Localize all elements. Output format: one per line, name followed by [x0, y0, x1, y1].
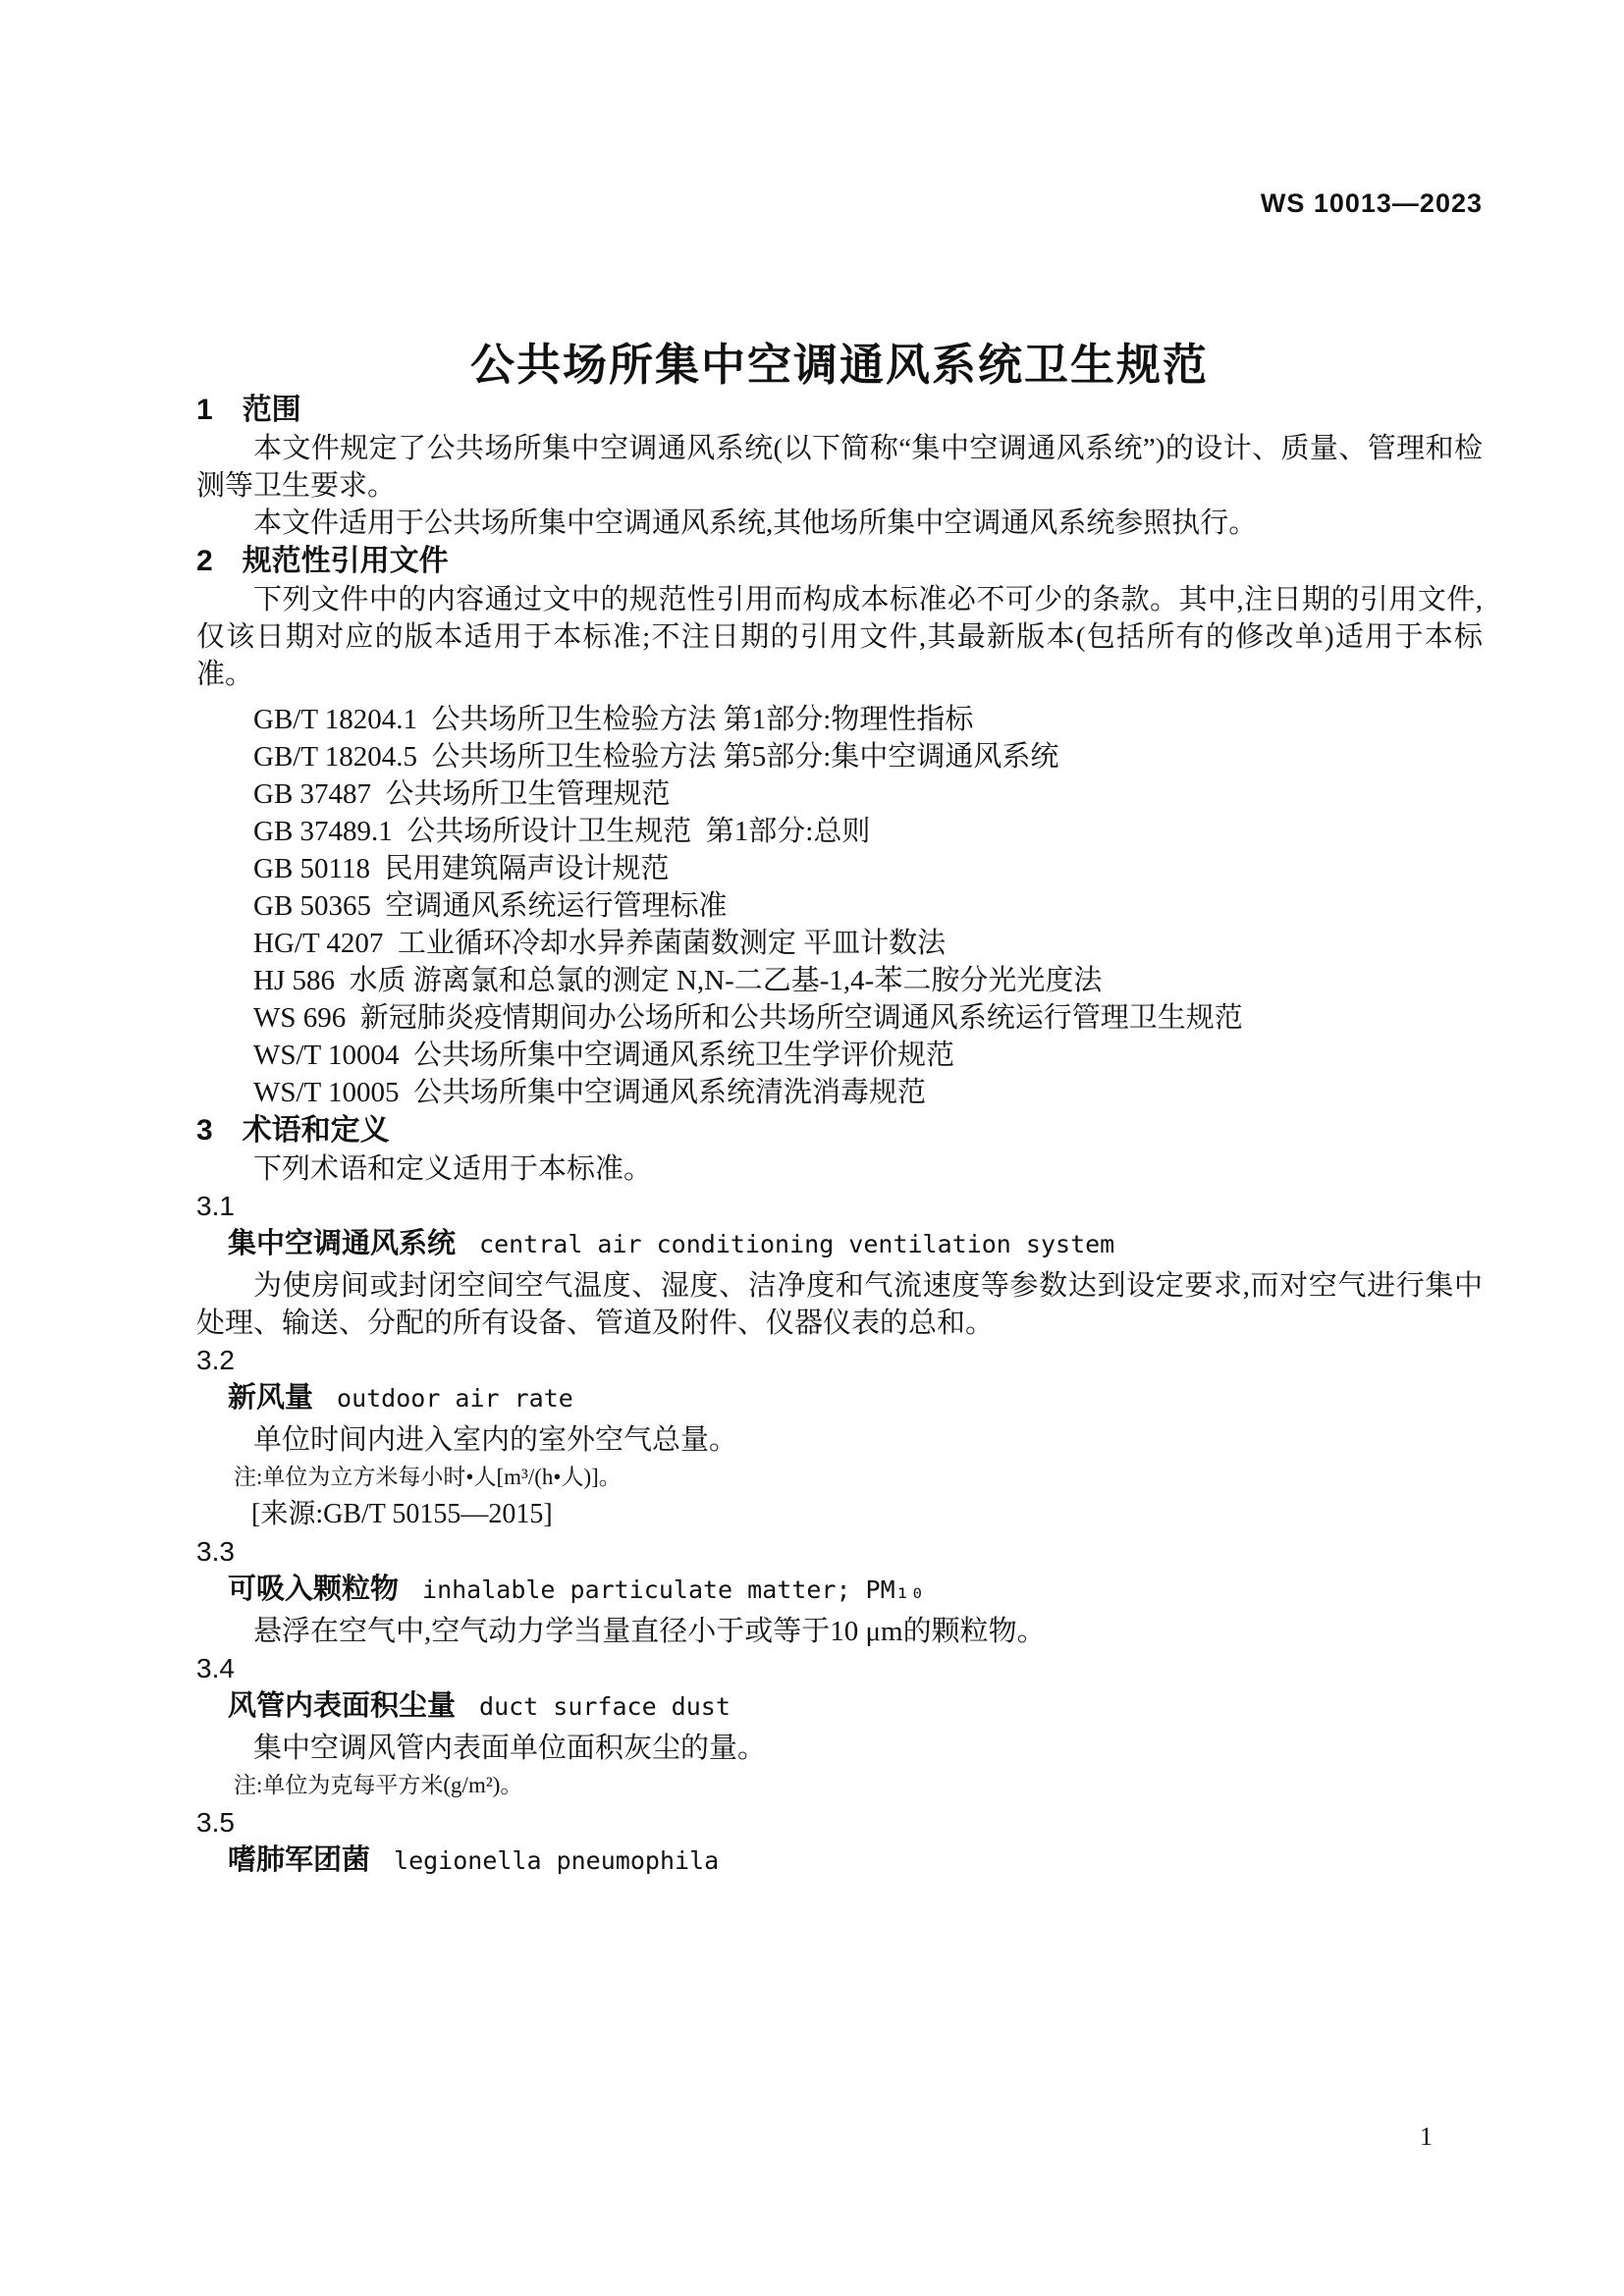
term-name-zh: 嗜肺军团菌 — [228, 1844, 371, 1876]
term-number: 3.1 — [196, 1191, 235, 1221]
section-1-paragraph-2: 本文件适用于公共场所集中空调通风系统,其他场所集中空调通风系统参照执行。 — [253, 507, 1258, 539]
section-1-label: 范围 — [242, 394, 301, 426]
term-3-2 — [196, 1342, 1483, 1533]
term-source: [来源:GB/T 50155—2015] — [251, 1499, 553, 1529]
reference-item: WS/T 10004 公共场所集中空调通风系统卫生学评价规范 — [253, 1040, 954, 1071]
term-title — [196, 1571, 1483, 1613]
term-name-en: legionella pneumophila — [394, 1846, 720, 1875]
term-number: 3.5 — [196, 1807, 235, 1838]
section-3-intro: 下列术语和定义适用于本标准。 — [253, 1153, 653, 1185]
term-definition: 单位时间内进入室内的室外空气总量。 — [253, 1424, 738, 1456]
term-title — [196, 1842, 1483, 1884]
reference-item: GB 37489.1 公共场所设计卫生规范 第1部分:总则 — [253, 816, 871, 847]
term-3-4 — [196, 1650, 1483, 1804]
section-1-number: 1 — [196, 394, 213, 426]
section-1-paragraph-1: 本文件规定了公共场所集中空调通风系统(以下简称“集中空调通风系统”)的设计、质量、管理和检测等卫生要求。 — [196, 433, 1483, 502]
term-name-en: outdoor air rate — [337, 1384, 573, 1413]
reference-item: HG/T 4207 工业循环冷却水异养菌菌数测定 平皿计数法 — [253, 928, 947, 959]
section-3-label: 术语和定义 — [242, 1114, 390, 1147]
term-note: 注:单位为克每平方米(g/m²)。 — [234, 1773, 523, 1797]
term-name-zh: 风管内表面积尘量 — [228, 1690, 457, 1722]
section-1-heading — [196, 391, 1483, 430]
section-3-heading — [196, 1111, 1483, 1150]
term-name-zh: 可吸入颗粒物 — [228, 1574, 400, 1605]
term-title — [196, 1687, 1483, 1730]
section-2-heading — [196, 542, 1483, 581]
term-3-5 — [196, 1804, 1483, 1884]
term-number: 3.3 — [196, 1536, 235, 1567]
term-definition: 悬浮在空气中,空气动力学当量直径小于或等于10 μm的颗粒物。 — [253, 1616, 1046, 1647]
section-3-number: 3 — [196, 1114, 213, 1147]
page-content — [0, 340, 1624, 1884]
term-3-3 — [196, 1533, 1483, 1650]
section-2-label: 规范性引用文件 — [242, 545, 449, 577]
reference-item: GB 50365 空调通风系统运行管理标准 — [253, 890, 728, 922]
page-title: 公共场所集中空调通风系统卫生规范 — [469, 340, 1209, 390]
term-name-en: central air conditioning ventilation system — [479, 1230, 1115, 1258]
term-note: 注:单位为立方米每小时•人[m³/(h•人)]。 — [234, 1465, 622, 1489]
term-title — [196, 1379, 1483, 1421]
term-name-en: inhalable particulate matter; PM₁₀ — [422, 1575, 925, 1604]
reference-item: WS 696 新冠肺炎疫情期间办公场所和公共场所空调通风系统运行管理卫生规范 — [253, 1002, 1243, 1034]
reference-item: GB 37487 公共场所卫生管理规范 — [253, 778, 671, 810]
reference-item: WS/T 10005 公共场所集中空调通风系统清洗消毒规范 — [253, 1077, 926, 1108]
term-number: 3.4 — [196, 1653, 235, 1683]
reference-item: HJ 586 水质 游离氯和总氯的测定 N,N-二乙基-1,4-苯二胺分光光度法 — [253, 965, 1103, 996]
normative-references-list — [196, 701, 1483, 1111]
term-definition: 为使房间或封闭空间空气温度、湿度、洁净度和气流速度等参数达到设定要求,而对空气进行集中处理、输送、分配的所有设备、管道及附件、仪器仪表的总和。 — [196, 1270, 1483, 1339]
doc-number: WS 10013—2023 — [1260, 188, 1483, 218]
term-name-zh: 新风量 — [228, 1382, 314, 1414]
reference-item: GB 50118 民用建筑隔声设计规范 — [253, 853, 670, 884]
term-3-1 — [196, 1188, 1483, 1342]
section-2-number: 2 — [196, 545, 213, 577]
reference-item: GB/T 18204.5 公共场所卫生检验方法 第5部分:集中空调通风系统 — [253, 741, 1059, 773]
page-number: 1 — [1420, 2122, 1433, 2151]
reference-item: GB/T 18204.1 公共场所卫生检验方法 第1部分:物理性指标 — [253, 704, 974, 735]
term-definition: 集中空调风管内表面单位面积灰尘的量。 — [253, 1733, 767, 1764]
section-2-intro: 下列文件中的内容通过文中的规范性引用而构成本标准必不可少的条款。其中,注日期的引用文件,仅该日期对应的版本适用于本标准;不注日期的引用文件,其最新版本(包括所有的修改单)适用于本标准。 — [196, 584, 1483, 690]
term-number: 3.2 — [196, 1345, 235, 1375]
term-name-zh: 集中空调通风系统 — [228, 1228, 457, 1259]
term-title — [196, 1225, 1483, 1267]
term-name-en: duct surface dust — [479, 1692, 731, 1721]
